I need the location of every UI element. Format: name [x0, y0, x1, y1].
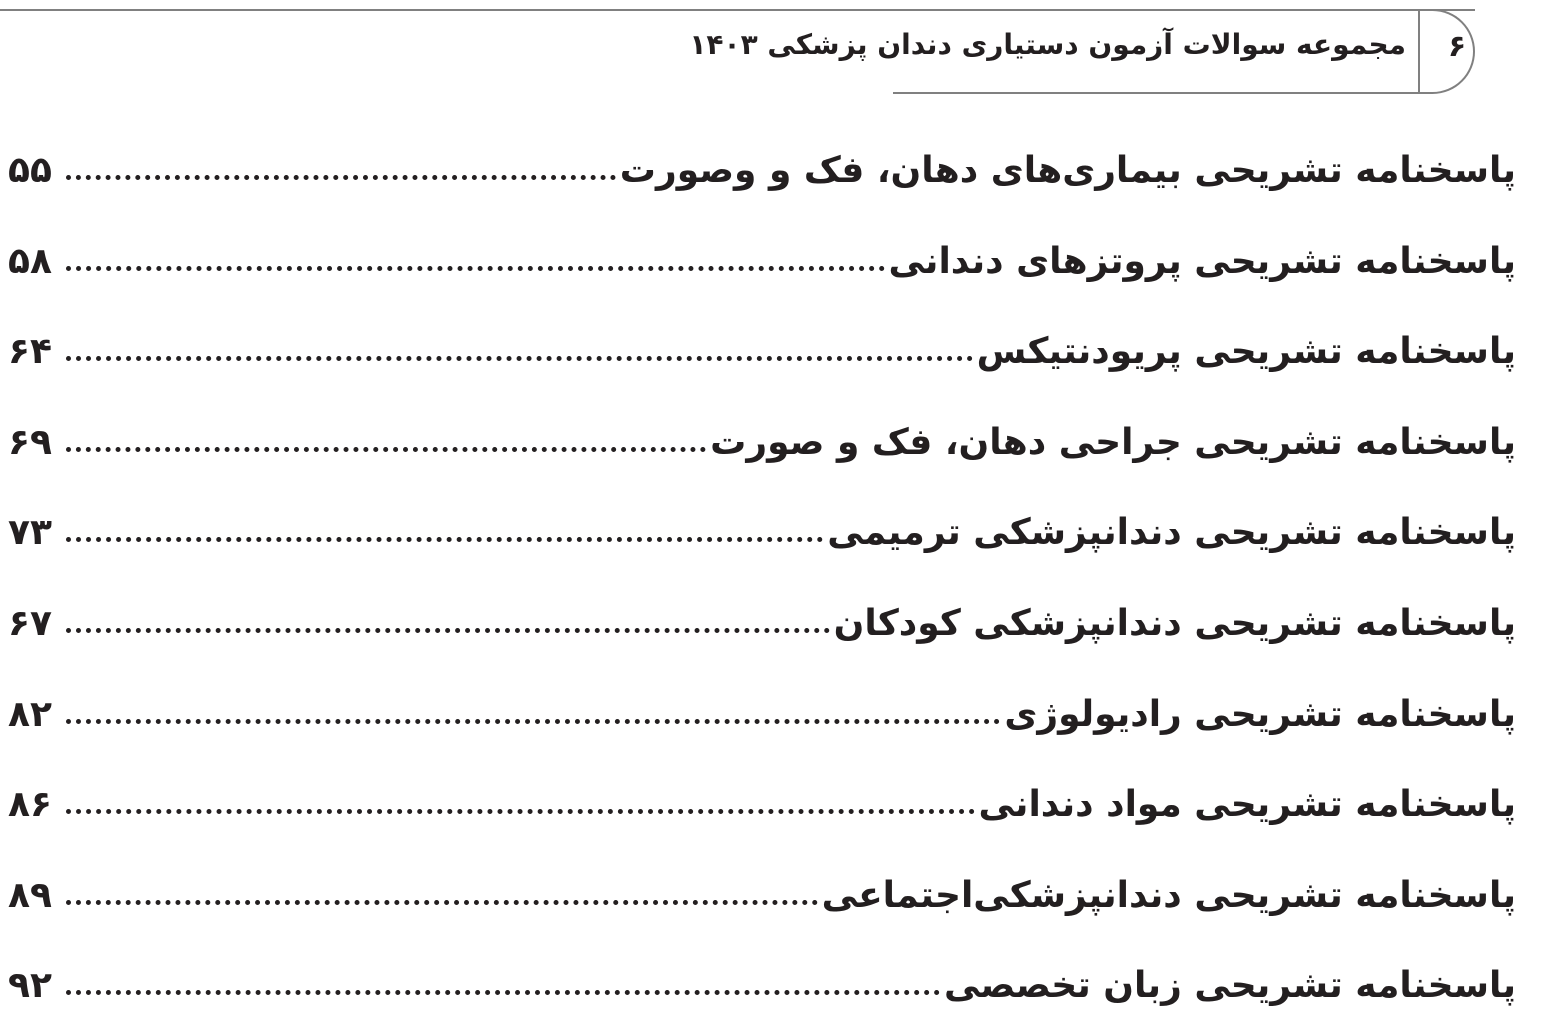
- dot-leader: [66, 537, 823, 542]
- toc-entry[interactable]: [8, 674, 1516, 765]
- toc-entry-title: پاسخنامه تشریحی مواد دندانی: [978, 784, 1516, 826]
- dot-leader: [66, 356, 973, 361]
- toc-entry[interactable]: [8, 311, 1516, 402]
- toc-entry-title: پاسخنامه تشریحی دندانپزشکی ترمیمی: [827, 512, 1516, 554]
- toc-entry[interactable]: [8, 945, 1516, 1036]
- dot-leader: [66, 447, 706, 452]
- toc-entry[interactable]: [8, 855, 1516, 946]
- toc-entry-title: پاسخنامه تشریحی رادیولوژی: [1004, 693, 1516, 735]
- toc-entry-page: ۶۷: [8, 602, 52, 644]
- toc-entry-title: پاسخنامه تشریحی زبان تخصصی: [943, 965, 1516, 1007]
- toc-entry-page: ۸۶: [8, 784, 52, 826]
- toc-entry-title: پاسخنامه تشریحی جراحی دهان، فک و صورت: [710, 421, 1516, 463]
- dot-leader: [66, 266, 885, 271]
- dot-leader: [66, 900, 818, 905]
- dot-leader: [66, 990, 940, 995]
- toc-entry[interactable]: [8, 583, 1516, 674]
- book-title: مجموعه سوالات آزمون دستیاری دندان پزشکی ۱۴۰۳: [689, 28, 1406, 61]
- toc-entry-title: پاسخنامه تشریحی دندانپزشکی کودکان: [833, 602, 1516, 644]
- toc-entry-title: پاسخنامه تشریحی دندانپزشکی‌اجتماعی: [821, 874, 1516, 916]
- dot-leader: [66, 719, 1000, 724]
- toc-entry[interactable]: [8, 130, 1516, 221]
- toc-entry[interactable]: [8, 402, 1516, 493]
- page-number: ۶: [1447, 29, 1467, 64]
- toc-entry-page: ۸۲: [8, 693, 52, 735]
- toc-entry[interactable]: [8, 764, 1516, 855]
- dot-leader: [66, 809, 975, 814]
- toc-entry-page: ۵۸: [8, 240, 52, 282]
- toc-entry-title: پاسخنامه تشریحی بیماری‌های دهان، فک و وصورت: [619, 150, 1516, 191]
- toc-entry-title: پاسخنامه تشریحی پروتزهای دندانی: [888, 240, 1516, 282]
- toc-entry-page: ۹۲: [8, 965, 52, 1007]
- header-divider: [1418, 11, 1420, 93]
- toc-entry-page: ۵۵: [8, 150, 52, 191]
- toc-entry-title: پاسخنامه تشریحی پریودنتیکس: [976, 331, 1516, 373]
- toc-entry-page: ۶۹: [8, 421, 52, 463]
- dot-leader: [66, 628, 830, 633]
- toc-entry-page: ۷۳: [8, 512, 52, 554]
- dot-leader: [66, 175, 616, 180]
- toc-entry[interactable]: [8, 221, 1516, 312]
- toc-entry[interactable]: [8, 492, 1516, 583]
- toc-entry-page: ۶۴: [8, 331, 52, 373]
- toc-entry-page: ۸۹: [8, 874, 52, 916]
- table-of-contents: [8, 130, 1516, 1036]
